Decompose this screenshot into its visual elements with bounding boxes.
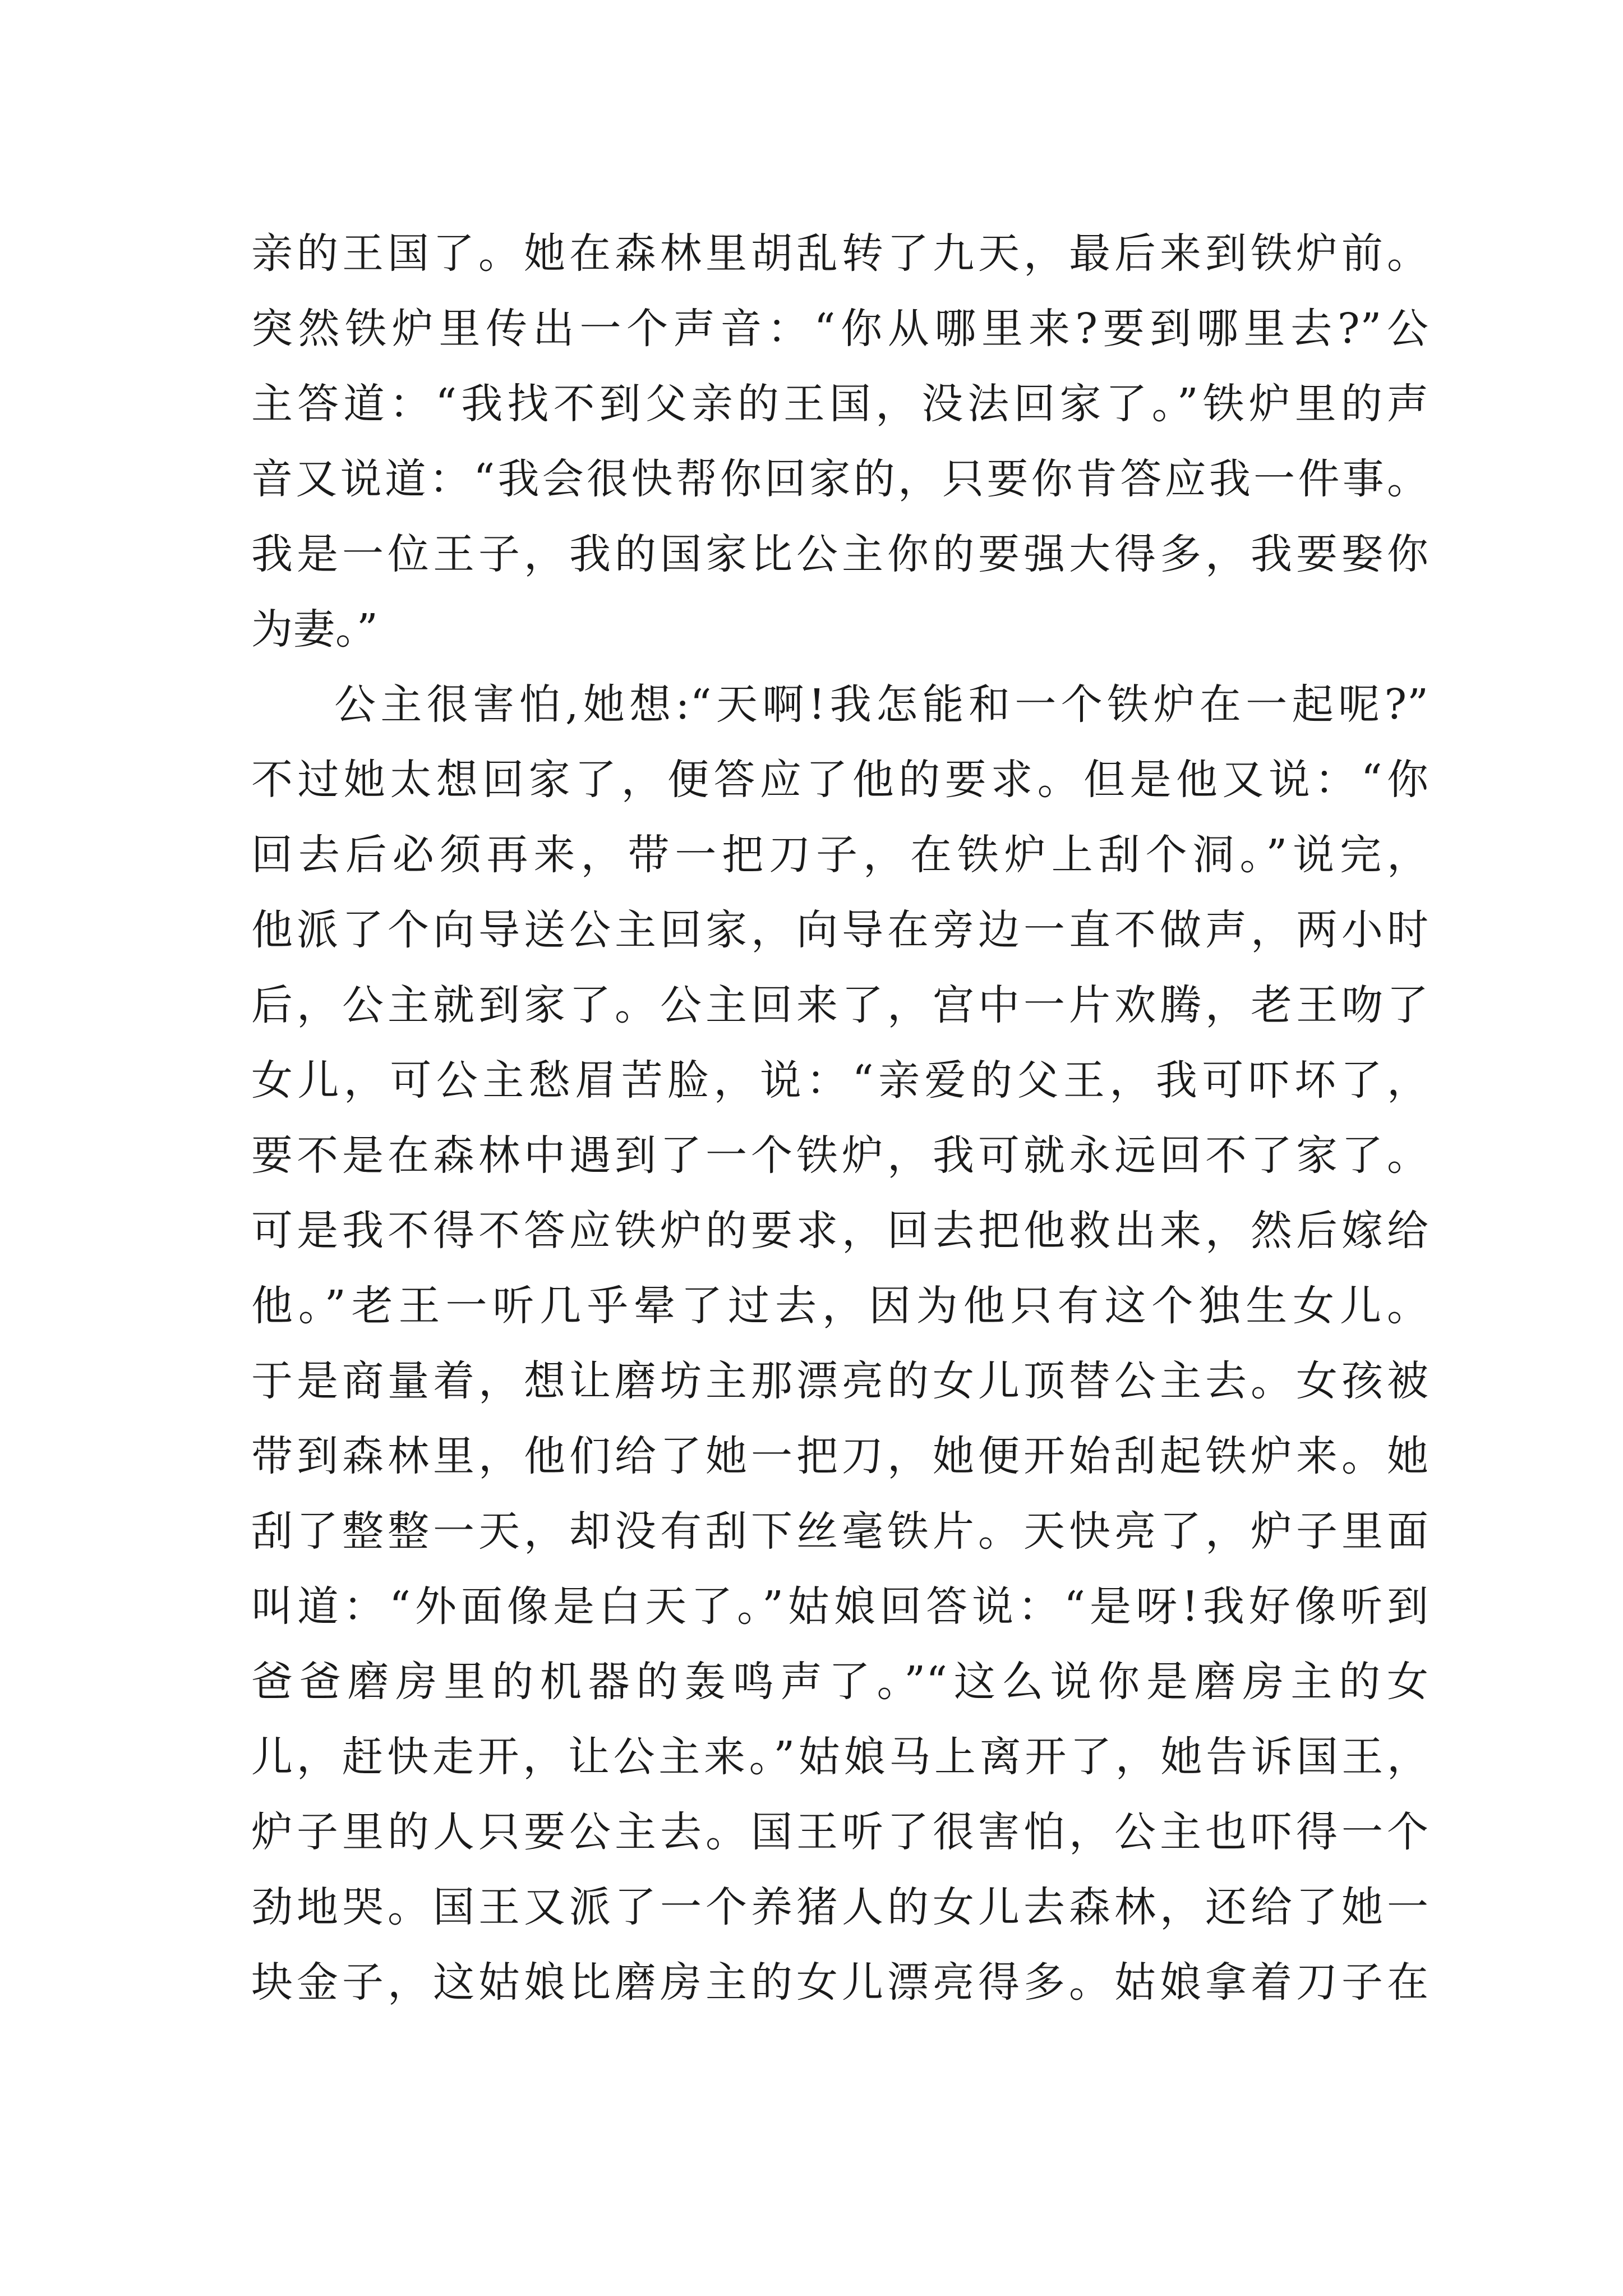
text-line: 带到森林里，他们给了她一把刀，她便开始刮起铁炉来。她	[251, 1432, 1429, 1480]
text-line: 女儿，可公主愁眉苦脸，说：“亲爱的父王，我可吓坏了，	[251, 1056, 1429, 1105]
body-text	[251, 216, 1429, 2020]
text-line: 回去后必须再来，带一把刀子，在铁炉上刮个洞。”说完，	[251, 831, 1429, 879]
text-line: 可是我不得不答应铁炉的要求，回去把他救出来，然后嫁给	[251, 1207, 1429, 1255]
text-line: 公主很害怕,她想:“天啊!我怎能和一个铁炉在一起呢?”	[334, 680, 1429, 729]
text-line: 他派了个向导送公主回家，向导在旁边一直不做声，两小时	[251, 906, 1429, 954]
text-line: 于是商量着，想让磨坊主那漂亮的女儿顶替公主去。女孩被	[251, 1357, 1429, 1405]
text-line: 突然铁炉里传出一个声音：“你从哪里来?要到哪里去?”公	[251, 305, 1429, 353]
text-line: 劲地哭。国王又派了一个养猪人的女儿去森林，还给了她一	[251, 1883, 1429, 1931]
text-line: 要不是在森林中遇到了一个铁炉，我可就永远回不了家了。	[251, 1131, 1429, 1180]
text-line: 他。”老王一听几乎晕了过去，因为他只有这个独生女儿。	[251, 1282, 1429, 1330]
text-line: 爸爸磨房里的机器的轰鸣声了。”“这么说你是磨房主的女	[251, 1658, 1429, 1706]
text-line: 主答道：“我找不到父亲的王国，没法回家了。”铁炉里的声	[251, 380, 1429, 428]
text-line: 刮了整整一天，却没有刮下丝毫铁片。天快亮了，炉子里面	[251, 1507, 1429, 1556]
text-line: 不过她太想回家了，便答应了他的要求。但是他又说：“你	[251, 756, 1429, 804]
text-line: 叫道：“外面像是白天了。”姑娘回答说：“是呀!我好像听到	[251, 1582, 1429, 1631]
text-line: 块金子，这姑娘比磨房主的女儿漂亮得多。姑娘拿着刀子在	[251, 1958, 1429, 2007]
text-line: 亲的王国了。她在森林里胡乱转了九天，最后来到铁炉前。	[251, 229, 1429, 278]
text-line: 为妻。”	[251, 605, 379, 654]
text-line: 后，公主就到家了。公主回来了，宫中一片欢腾，老王吻了	[251, 981, 1429, 1029]
text-line: 音又说道：“我会很快帮你回家的，只要你肯答应我一件事。	[251, 455, 1429, 503]
text-line: 我是一位王子，我的国家比公主你的要强大得多，我要娶你	[251, 530, 1429, 578]
text-line: 儿，赶快走开，让公主来。”姑娘马上离开了，她告诉国王，	[251, 1733, 1429, 1781]
text-line: 炉子里的人只要公主去。国王听了很害怕，公主也吓得一个	[251, 1808, 1429, 1856]
